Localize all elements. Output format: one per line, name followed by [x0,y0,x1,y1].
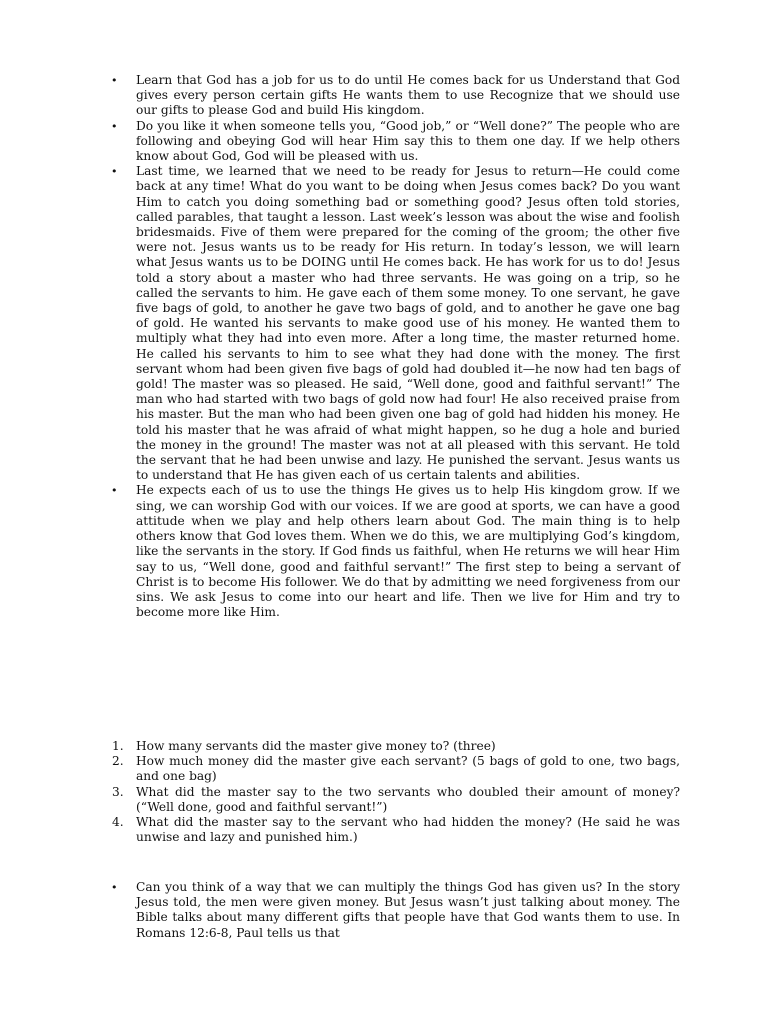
bullet-text: Last time, we learned that we need to be ready for Jesus to return—He could come back at any time! What do you want to be doing when Jesus comes back? Do you want Him to catch you doing something bad or something good? Jesus often told stories, called parables, that taught a lesson. Last week’s lesson was about the wise and foolish bridesmaids. Five of them were prepared for the coming of the groom; the other five were not. Jesus wants us to be ready for His return. In today’s lesson, we will learn what Jesus wants us to be DOING until He comes back. He has work for us to do! Jesus told a story about a master who had three servants. He was going on a trip, so he called the servants to him. He gave each of them some money. To one servant, he gave five bags of gold, to another he gave two bags of gold, and to another he gave one bag of gold. He wanted his servants to make good use of his money. He wanted them to multiply what they had into even more. After a long time, the master returned home. He called his servants to him to see what they had done with the money. The first servant whom had been given five bags of gold had doubled it—he now had ten bags of gold! The master was so pleased. He said, “Well done, good and faithful servant!” The man who had started with two bags of gold now had four! He also received praise from his master. But the man who had been given one bag of gold had hidden his money. He told his master that he was afraid of what might happen, so he dug a hole and buried the money in the ground! The master was not at all pleased with this servant. He told the servant that he had been unwise and lazy. He punished the servant. Jesus wants us to understand that He has given each of us certain talents and abilities. [136,164,680,483]
question-item [0,739,768,754]
bullet-text: He expects each of us to use the things He gives us to help His kingdom grow. If we sing, we can worship God with our voices. If we are good at sports, we can have a good attitude when we play and help others learn about God. The main thing is to help others know that God loves them. When we do this, we are multiplying God’s kingdom, like the servants in the story. If God finds us faithful, when He returns we will hear Him say to us, “Well done, good and faithful servant!” The first step to being a servant of Christ is to become His follower. We do that by admitting we need forgiveness from our sins. We ask Jesus to come into our heart and life. Then we live for Him and try to become more like Him. [136,483,680,620]
bullet-text: Do you like it when someone tells you, “Good job,” or “Well done?” The people who are following and obeying God will hear Him say this to them one day. If we help others know about God, God will be pleased with us. [136,118,680,164]
bullet-item [0,880,768,941]
question-item [0,754,768,784]
question-number: 2. [112,754,124,769]
question-list [0,739,768,845]
bullet-icon: • [111,484,118,498]
bullet-icon: • [111,165,118,179]
bullet-icon: • [111,119,118,133]
bullet-item [0,164,768,483]
question-text: How many servants did the master give money to? (three) [136,739,496,753]
bullet-list [0,73,768,620]
question-text: What did the master say to the two servants who doubled their amount of money? (“Well done, good and faithful servant!”) [136,784,680,814]
bullet-item [0,73,768,119]
question-number: 3. [112,784,124,799]
bullet-item [0,119,768,165]
question-item [0,785,768,815]
question-text: What did the master say to the servant who had hidden the money? (He said he was unwise and lazy and punished him.) [136,815,680,845]
question-number: 4. [112,815,124,830]
question-item [0,815,768,845]
bullet-icon: • [111,881,118,894]
bullet-icon: • [111,74,118,87]
bullet-item [0,483,768,620]
bullet-list-continued [0,880,768,941]
question-number: 1. [112,739,124,753]
question-text: How much money did the master give each servant? (5 bags of gold to one, two bags, and one bag) [136,754,680,784]
bullet-text: Learn that God has a job for us to do until He comes back for us Understand that God gives every person certain gifts He wants them to use Recognize that we should use our gifts to please God and build His kingdom. [136,73,680,118]
bullet-text: Can you think of a way that we can multiply the things God has given us? In the story Jesus told, the men were given money. But Jesus wasn’t just talking about money. The Bible talks about many different gifts that people have that God wants them to use. In Romans 12:6-8, Paul tells us that [136,880,680,940]
